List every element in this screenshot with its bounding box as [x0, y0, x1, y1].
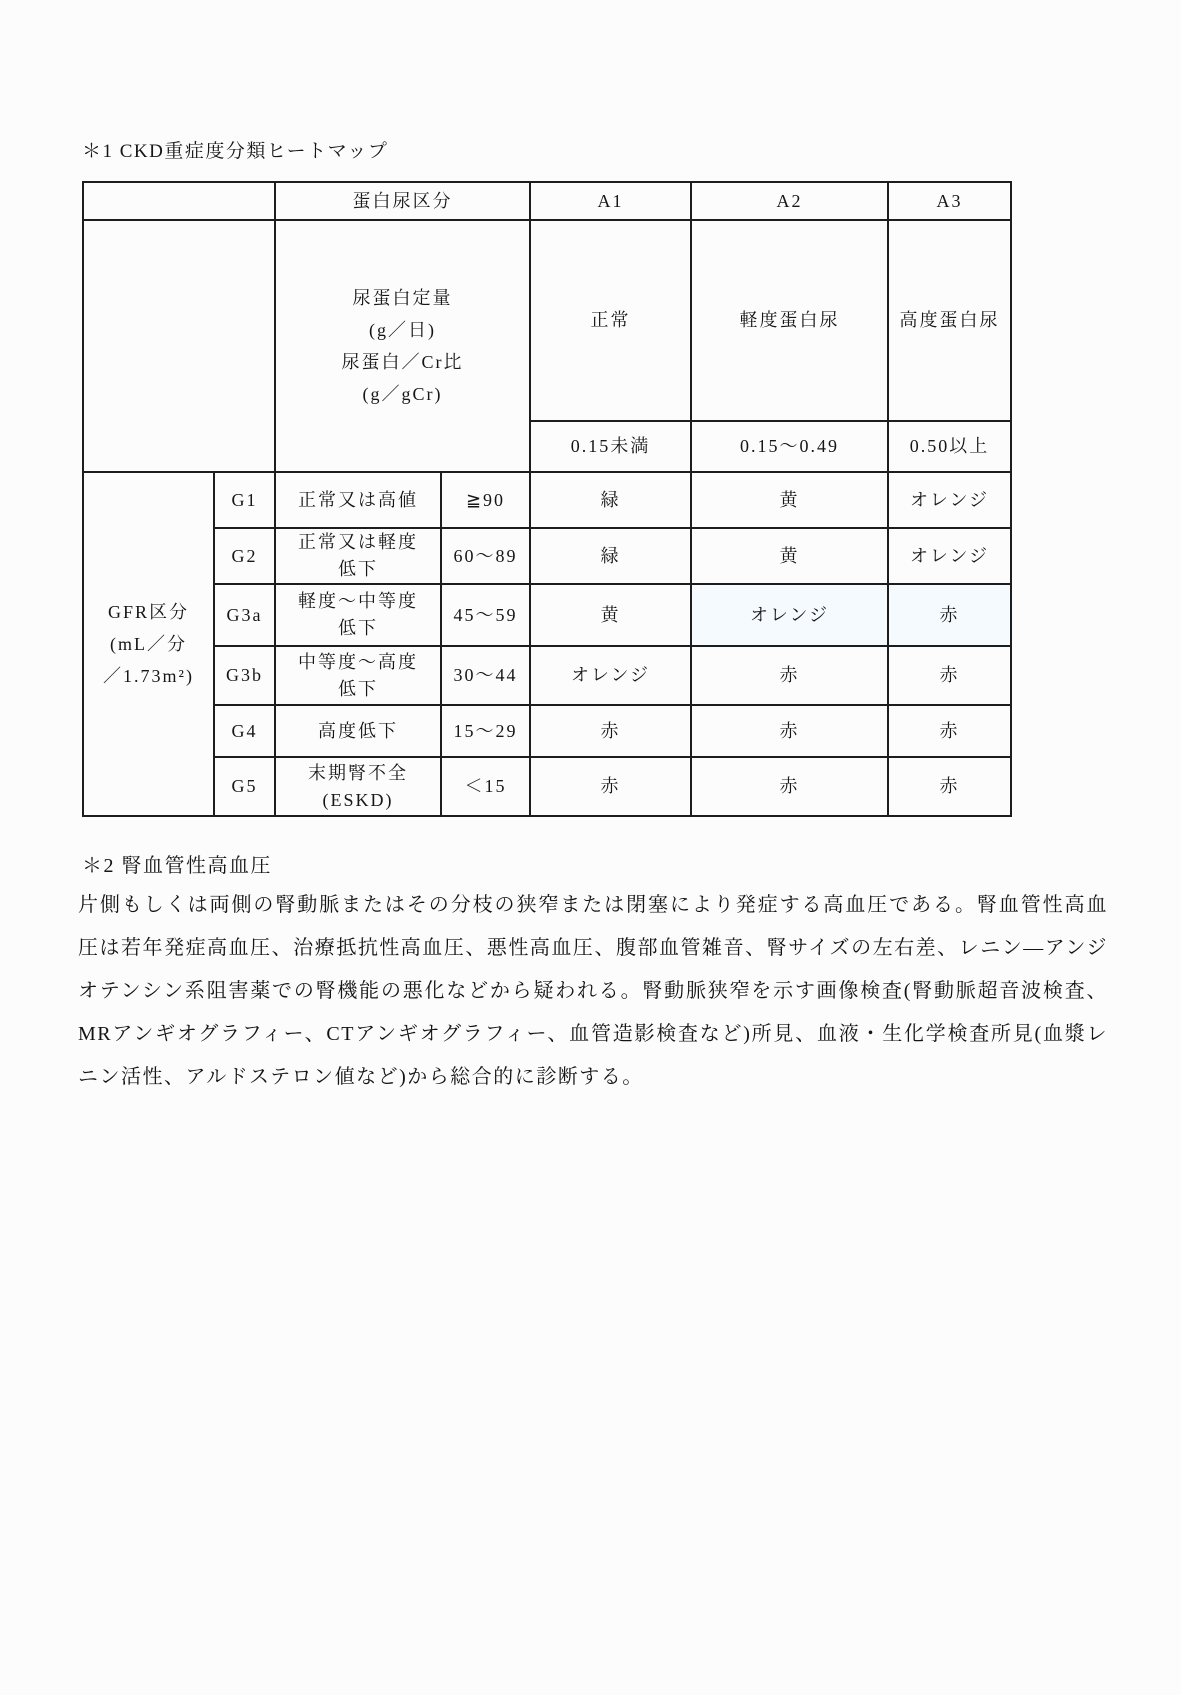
g1-grade-cell: G1 — [214, 472, 275, 528]
gfr-label-line: (mL／分 — [110, 634, 187, 654]
g1-a1-heat-cell: 緑 — [530, 472, 691, 528]
description-line: 軽度〜中等度 — [298, 591, 418, 611]
gfr-row-g5 — [83, 757, 1011, 816]
gfr-row-g3a — [83, 584, 1011, 646]
description-line: (ESKD) — [322, 789, 394, 810]
g3a-a1-heat-cell: 黄 — [530, 584, 691, 646]
description-line: 末期腎不全 — [308, 762, 408, 783]
g1-range-cell: ≧90 — [441, 472, 530, 528]
measure-line: (g／gCr) — [362, 384, 443, 404]
description-line: 中等度〜高度 — [298, 651, 418, 672]
a1-description-cell: 正常 — [530, 220, 691, 421]
g3a-a2-heat-cell: オレンジ — [691, 584, 888, 646]
gfr-row-g4 — [83, 705, 1011, 757]
g3b-a2-heat-cell: 赤 — [691, 646, 888, 705]
g2-description-cell — [275, 528, 441, 584]
col-header-a1: A1 — [530, 182, 691, 220]
section1-title: ＊1 CKD重症度分類ヒートマップ — [82, 141, 389, 162]
a3-range-cell: 0.50以上 — [888, 421, 1011, 472]
left-empty-cell — [83, 220, 275, 472]
g3a-range-cell: 45〜59 — [441, 584, 530, 646]
g4-range-cell: 15〜29 — [441, 705, 530, 757]
g3a-a3-heat-cell: 赤 — [888, 584, 1011, 646]
g4-grade-cell: G4 — [214, 705, 275, 757]
urine-protein-measure-cell — [275, 220, 530, 472]
corner-empty-cell — [83, 182, 275, 220]
gfr-row-g2 — [83, 528, 1011, 584]
ckd-heatmap-table — [82, 181, 1012, 817]
g5-range-cell: ＜15 — [441, 757, 530, 816]
g3b-a3-heat-cell: 赤 — [888, 646, 1011, 705]
header-row — [83, 182, 1011, 220]
gfr-row-g1 — [83, 472, 1011, 528]
measure-line: (g／日) — [369, 320, 436, 340]
g3b-range-cell: 30〜44 — [441, 646, 530, 705]
a2-range-cell: 0.15〜0.49 — [691, 421, 888, 472]
gfr-row-g3b — [83, 646, 1011, 705]
description-line: 低下 — [338, 559, 378, 579]
a2-description-cell: 軽度蛋白尿 — [691, 220, 888, 421]
g4-description-cell: 高度低下 — [275, 705, 441, 757]
g5-a2-heat-cell: 赤 — [691, 757, 888, 816]
g2-a1-heat-cell: 緑 — [530, 528, 691, 584]
g5-a3-heat-cell: 赤 — [888, 757, 1011, 816]
col-header-a3: A3 — [888, 182, 1011, 220]
g2-a3-heat-cell: オレンジ — [888, 528, 1011, 584]
description-line: 低下 — [338, 618, 378, 638]
measure-line: 尿蛋白／Cr比 — [341, 352, 464, 372]
col-header-a2: A2 — [691, 182, 888, 220]
section2-title: ＊2 腎血管性高血圧 — [82, 855, 272, 877]
gfr-label-line: GFR区分 — [107, 602, 189, 622]
g3b-a1-heat-cell: オレンジ — [530, 646, 691, 705]
g3b-description-cell — [275, 646, 441, 705]
g4-a3-heat-cell: 赤 — [888, 705, 1011, 757]
g5-a1-heat-cell: 赤 — [530, 757, 691, 816]
measure-line: 尿蛋白定量 — [352, 288, 453, 308]
g3a-grade-cell: G3a — [214, 584, 275, 646]
g3b-grade-cell: G3b — [214, 646, 275, 705]
a1-range-cell: 0.15未満 — [530, 421, 691, 472]
section2-body-paragraph: 片側もしくは両側の腎動脈またはその分枝の狭窄または閉塞により発症する高血圧である。腎血管性高血圧は若年発症高血圧、治療抵抗性高血圧、悪性高血圧、腹部血管雑音、腎サイズの左右差、レニン―アンジオテンシン系阻害薬での腎機能の悪化などから疑われる。腎動脈狭窄を示す画像検査(腎動脈超音波検査、MRアンギオグラフィー、CTアンギオグラフィー、血管造影検査など)所見、血液・生化学検査所見(血漿レニン活性、アルドステロン値など)から総合的に診断する。 — [78, 894, 1108, 1088]
g2-range-cell: 60〜89 — [441, 528, 530, 584]
g5-grade-cell: G5 — [214, 757, 275, 816]
a3-description-cell: 高度蛋白尿 — [888, 220, 1011, 421]
g3a-description-cell — [275, 584, 441, 646]
gfr-axis-label-cell — [83, 472, 214, 816]
g4-a1-heat-cell: 赤 — [530, 705, 691, 757]
g2-a2-heat-cell: 黄 — [691, 528, 888, 584]
grade-description-row — [83, 220, 1011, 421]
g4-a2-heat-cell: 赤 — [691, 705, 888, 757]
proteinuria-header-cell: 蛋白尿区分 — [275, 182, 530, 220]
g1-a3-heat-cell: オレンジ — [888, 472, 1011, 528]
g1-a2-heat-cell: 黄 — [691, 472, 888, 528]
g1-description-cell: 正常又は高値 — [275, 472, 441, 528]
g5-description-cell — [275, 757, 441, 816]
description-line: 低下 — [338, 678, 378, 699]
g2-grade-cell: G2 — [214, 528, 275, 584]
gfr-label-line: ／1.73m²) — [103, 666, 194, 686]
description-line: 正常又は軽度 — [298, 532, 418, 552]
